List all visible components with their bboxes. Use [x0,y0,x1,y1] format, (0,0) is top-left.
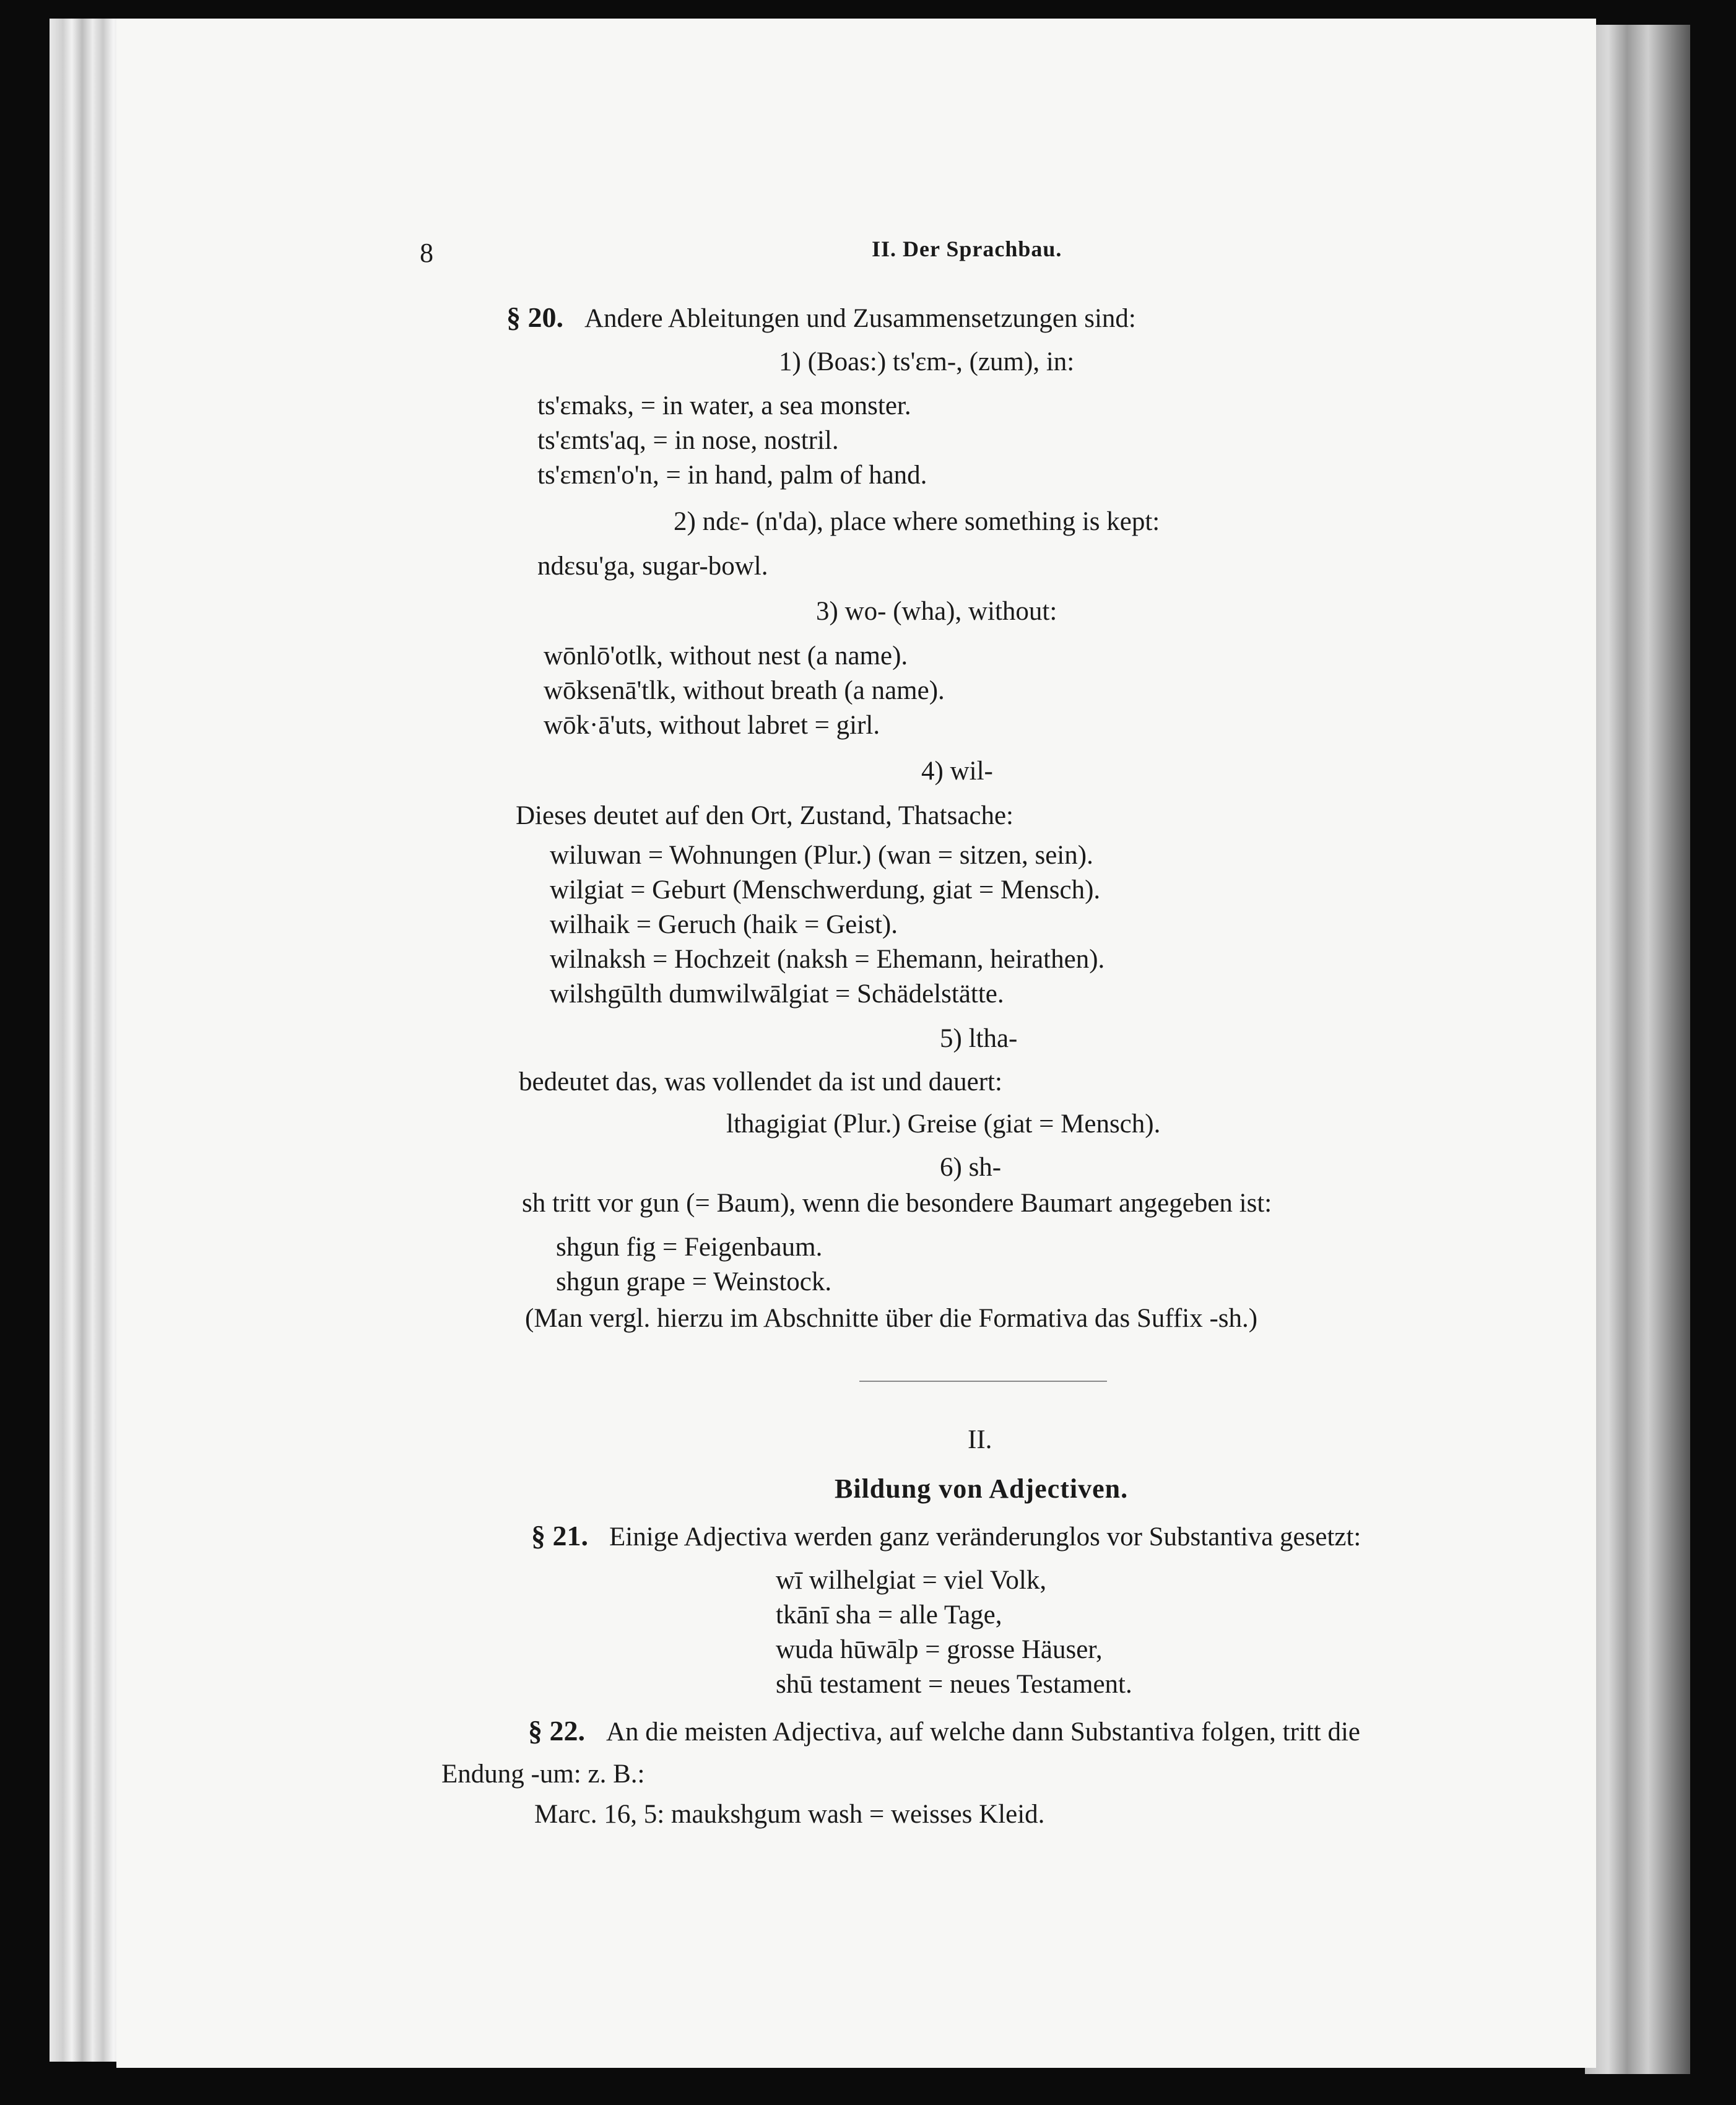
entry-line: ts'ɛmɛn'o'n, = in hand, palm of hand. [537,461,927,490]
section-21-intro [531,1519,1361,1555]
entry-line: wōk·ā'uts, without labret = girl. [544,711,880,740]
subsection-heading: 3) wo- (wha), without: [816,597,1057,626]
entry-line: shgun fig = Feigenbaum. [556,1233,823,1262]
page-edges [1585,25,1690,2074]
subsection-heading: 2) ndɛ- (n'da), place where something is kept: [674,507,1160,536]
entry-line: ndɛsu'ga, sugar-bowl. [537,552,768,581]
subsection-heading: 5) ltha- [940,1024,1018,1053]
section-mark: § 20. [506,302,563,333]
section-text: An die meisten Adjectiva, auf welche dann Substantiva folgen, tritt die [606,1717,1361,1747]
entry-line: wōksenā'tlk, without breath (a name). [544,676,945,705]
subsection-heading: 6) sh- [940,1153,1002,1182]
page-number: 8 [420,238,433,268]
entry-line: wōnlō'otlk, without nest (a name). [544,641,908,671]
subsection-heading: 1) (Boas:) ts'ɛm-, (zum), in: [779,347,1075,376]
entry-line: shgun grape = Weinstock. [556,1267,832,1296]
note-line: (Man vergl. hierzu im Abschnitte über die Formativa das Suffix -sh.) [525,1304,1258,1333]
section-text: Andere Ableitungen und Zusammensetzungen sind: [584,304,1136,333]
part-title: Bildung von Adjectiven. [835,1474,1129,1504]
entry-line: shū testament = neues Testament. [776,1670,1132,1699]
subsection-heading: 4) wil- [921,757,993,786]
entry-line: wilgiat = Geburt (Menschwerdung, giat = Mensch). [550,875,1101,905]
section-mark: § 21. [531,1520,588,1552]
entry-line: ts'ɛmts'aq, = in nose, nostril. [537,426,839,455]
entry-line: wī wilhelgiat = viel Volk, [776,1566,1047,1595]
part-number: II. [968,1425,992,1454]
section-divider [859,1381,1107,1382]
section-text: Einige Adjectiva werden ganz veränderunglos vor Substantiva gesetzt: [609,1522,1361,1552]
running-title: II. Der Sprachbau. [872,237,1062,261]
entry-line: wuda hūwālp = grosse Häuser, [776,1635,1103,1664]
book-spine [50,19,124,2062]
paragraph-line: Endung -um: z. B.: [441,1760,645,1789]
entry-line: wilnaksh = Hochzeit (naksh = Ehemann, heirathen). [550,945,1105,974]
example-line: Marc. 16, 5: maukshgum wash = weisses Kleid. [534,1800,1045,1829]
section-mark: § 22. [528,1715,585,1747]
entry-line: wilshgūlth dumwilwālgiat = Schädelstätte. [550,979,1004,1009]
paragraph-line: Dieses deutet auf den Ort, Zustand, Thatsache: [516,801,1014,830]
page-header [116,232,1596,276]
entry-line: wilhaik = Geruch (haik = Geist). [550,910,898,939]
entry-line: ts'ɛmaks, = in water, a sea monster. [537,391,911,420]
entry-line: lthagigiat (Plur.) Greise (giat = Mensch). [726,1109,1161,1139]
section-22-intro [528,1714,1360,1750]
entry-line: tkānī sha = alle Tage, [776,1600,1002,1630]
paragraph-line: bedeutet das, was vollendet da ist und dauert: [519,1067,1002,1096]
section-20-intro [506,300,1136,336]
book-page [116,19,1596,2068]
paragraph-line: sh tritt vor gun (= Baum), wenn die besondere Baumart angegeben ist: [522,1189,1272,1218]
entry-line: wiluwan = Wohnungen (Plur.) (wan = sitzen, sein). [550,841,1093,870]
